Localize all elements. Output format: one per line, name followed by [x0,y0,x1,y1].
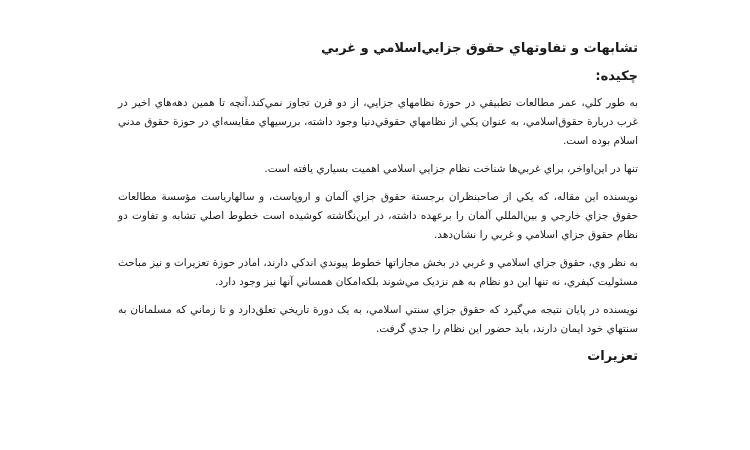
abstract-heading: چکيده: [595,69,638,84]
paragraph: نويسنده در پايان نتيجه مي‌گيرد که حقوق جزاي سنتي اسلامي، به يک دورة تاريخي تعلق‌دارد و تا زماني که مسلمانان به سنتهاي خود ايمان دارند، بايد حضور اين نظام را جدي گرفت. [118,304,638,335]
document-title: تشابهات و تفاوتهاي حقوق جزايي‌اسلامي و غربي [321,41,638,56]
paragraph: به نظر وي، حقوق جزاي اسلامي و غربي در بخش مجازاتها خطوط پيوندي اندکي دارند، امادر حوزة تعزيرات و نيز مباحث مسئوليت کيفري، نه تنها اين دو نظام به هم نزديک مي‌شوند بلکه‌امکان همساني آنها نيز وجود دارد. [118,257,638,288]
paragraph: تنها در اين‌اواخر، براي غربي‌ها شناخت نظام جزايي اسلامي اهميت بسياري يافته است. [264,163,638,175]
paragraph: نويسنده اين مقاله، که يکي از صاحبنظران برجستة حقوق جزاي آلمان و اروپاست، و سالهارياست مؤسسة مطالعات حقوق جزاي خارجي و بين‌المللي آلمان را برعهده داشته، در اين‌نگاشته کوشيده است خطوط اصلي تشابه و تفاوت دو نظام حقوق جزاي اسلامي و غربي را نشان‌دهد. [118,191,638,241]
section-heading-tazirat: تعزيرات [587,349,638,364]
document-page [118,40,638,366]
paragraph: به طور کلي، عمر مطالعات تطبيقي در حوزة نظامهاي جزايي، از دو قرن تجاوز نمي‌کند.آنچه تا همين دهه‌هاي اخير در غرب دربارة حقوق‌اسلامي، به عنوان يکي از نظامهاي حقوقي‌دنيا وجود داشته، بررسيهاي مقايسه‌اي در حوزة حقوق مدني اسلام بوده است. [118,97,638,147]
